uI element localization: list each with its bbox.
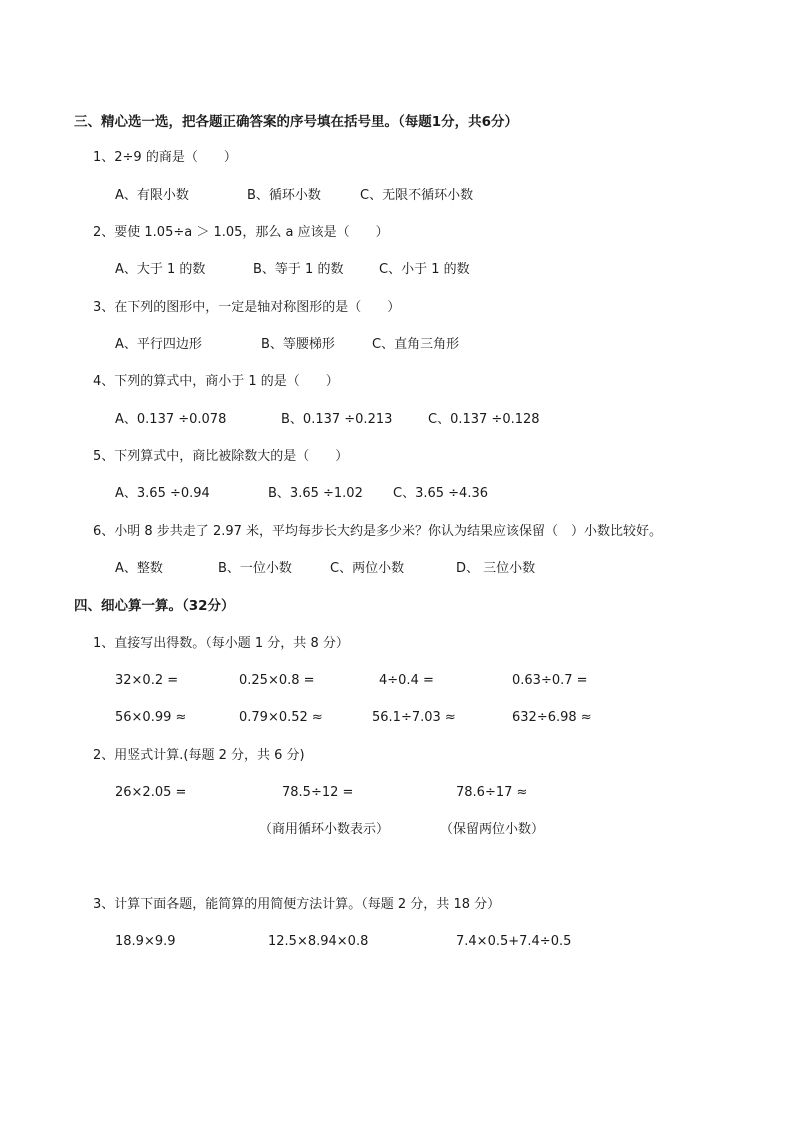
vertical-calc-2-note: （商用循环小数表示） (259, 822, 390, 837)
vertical-calc-2: 78.5÷12 = (282, 785, 354, 800)
question-6-option-c: C、两位小数 (330, 561, 405, 576)
question-5-option-c: C、3.65 ÷4.36 (393, 486, 488, 501)
question-6-option-a: A、整数 (115, 561, 163, 576)
vertical-calc-1: 26×2.05 = (115, 785, 187, 800)
question-4-option-c: C、0.137 ÷0.128 (428, 412, 540, 427)
section-4-title: 四、细心算一算。（32分） (74, 598, 235, 614)
question-3-stem: 3、在下列的图形中，一定是轴对称图形的是（ ） (93, 300, 401, 315)
question-2-option-c: C、小于 1 的数 (379, 262, 470, 277)
vertical-calc-3-note: （保留两位小数） (440, 822, 545, 837)
question-4-option-b: B、0.137 ÷0.213 (281, 412, 393, 427)
part-3-heading: 3、计算下面各题，能简算的用简便方法计算。（每题 2 分，共 18 分） (93, 897, 501, 912)
question-1-option-c: C、无限不循环小数 (360, 188, 474, 203)
question-6-stem: 6、小明 8 步共走了 2.97 米，平均每步长大约是多少米？你认为结果应该保留（ ）小数比较好。 (93, 524, 663, 539)
question-5-option-a: A、3.65 ÷0.94 (115, 486, 210, 501)
question-3-option-b: B、等腰梯形 (261, 337, 335, 352)
question-6-option-b: B、一位小数 (218, 561, 292, 576)
vertical-calc-3: 78.6÷17 ≈ (456, 785, 528, 800)
question-2-stem: 2、要使 1.05÷a ＞ 1.05，那么 a 应该是（ ） (93, 225, 389, 240)
question-1-option-b: B、循环小数 (247, 188, 321, 203)
question-3-option-a: A、平行四边形 (115, 337, 202, 352)
question-3-option-c: C、直角三角形 (372, 337, 460, 352)
question-1-stem: 1、2÷9 的商是（ ） (93, 150, 237, 165)
question-6-option-d: D、 三位小数 (456, 561, 536, 576)
simplify-calc-2: 12.5×8.94×0.8 (268, 934, 369, 949)
calc-1-3: 4÷0.4 = (379, 673, 434, 688)
calc-1-6: 0.79×0.52 ≈ (239, 710, 323, 725)
part-1-heading: 1、直接写出得数。（每小题 1 分，共 8 分） (93, 636, 349, 651)
question-4-option-a: A、0.137 ÷0.078 (115, 412, 227, 427)
question-4-stem: 4、下列的算式中，商小于 1 的是（ ） (93, 374, 339, 389)
part-2-heading: 2、用竖式计算.(每题 2 分，共 6 分) (93, 748, 305, 763)
simplify-calc-3: 7.4×0.5+7.4÷0.5 (456, 934, 572, 949)
question-2-option-a: A、大于 1 的数 (115, 262, 206, 277)
question-2-option-b: B、等于 1 的数 (253, 262, 344, 277)
calc-1-2: 0.25×0.8 = (239, 673, 315, 688)
simplify-calc-1: 18.9×9.9 (115, 934, 176, 949)
calc-1-1: 32×0.2 = (115, 673, 179, 688)
calc-1-8: 632÷6.98 ≈ (512, 710, 592, 725)
calc-1-4: 0.63÷0.7 = (512, 673, 588, 688)
question-5-stem: 5、下列算式中，商比被除数大的是（ ） (93, 449, 349, 464)
question-5-option-b: B、3.65 ÷1.02 (268, 486, 363, 501)
section-3-title: 三、精心选一选，把各题正确答案的序号填在括号里。（每题1分，共6分） (74, 114, 519, 130)
calc-1-7: 56.1÷7.03 ≈ (372, 710, 456, 725)
calc-1-5: 56×0.99 ≈ (115, 710, 187, 725)
question-1-option-a: A、有限小数 (115, 188, 189, 203)
